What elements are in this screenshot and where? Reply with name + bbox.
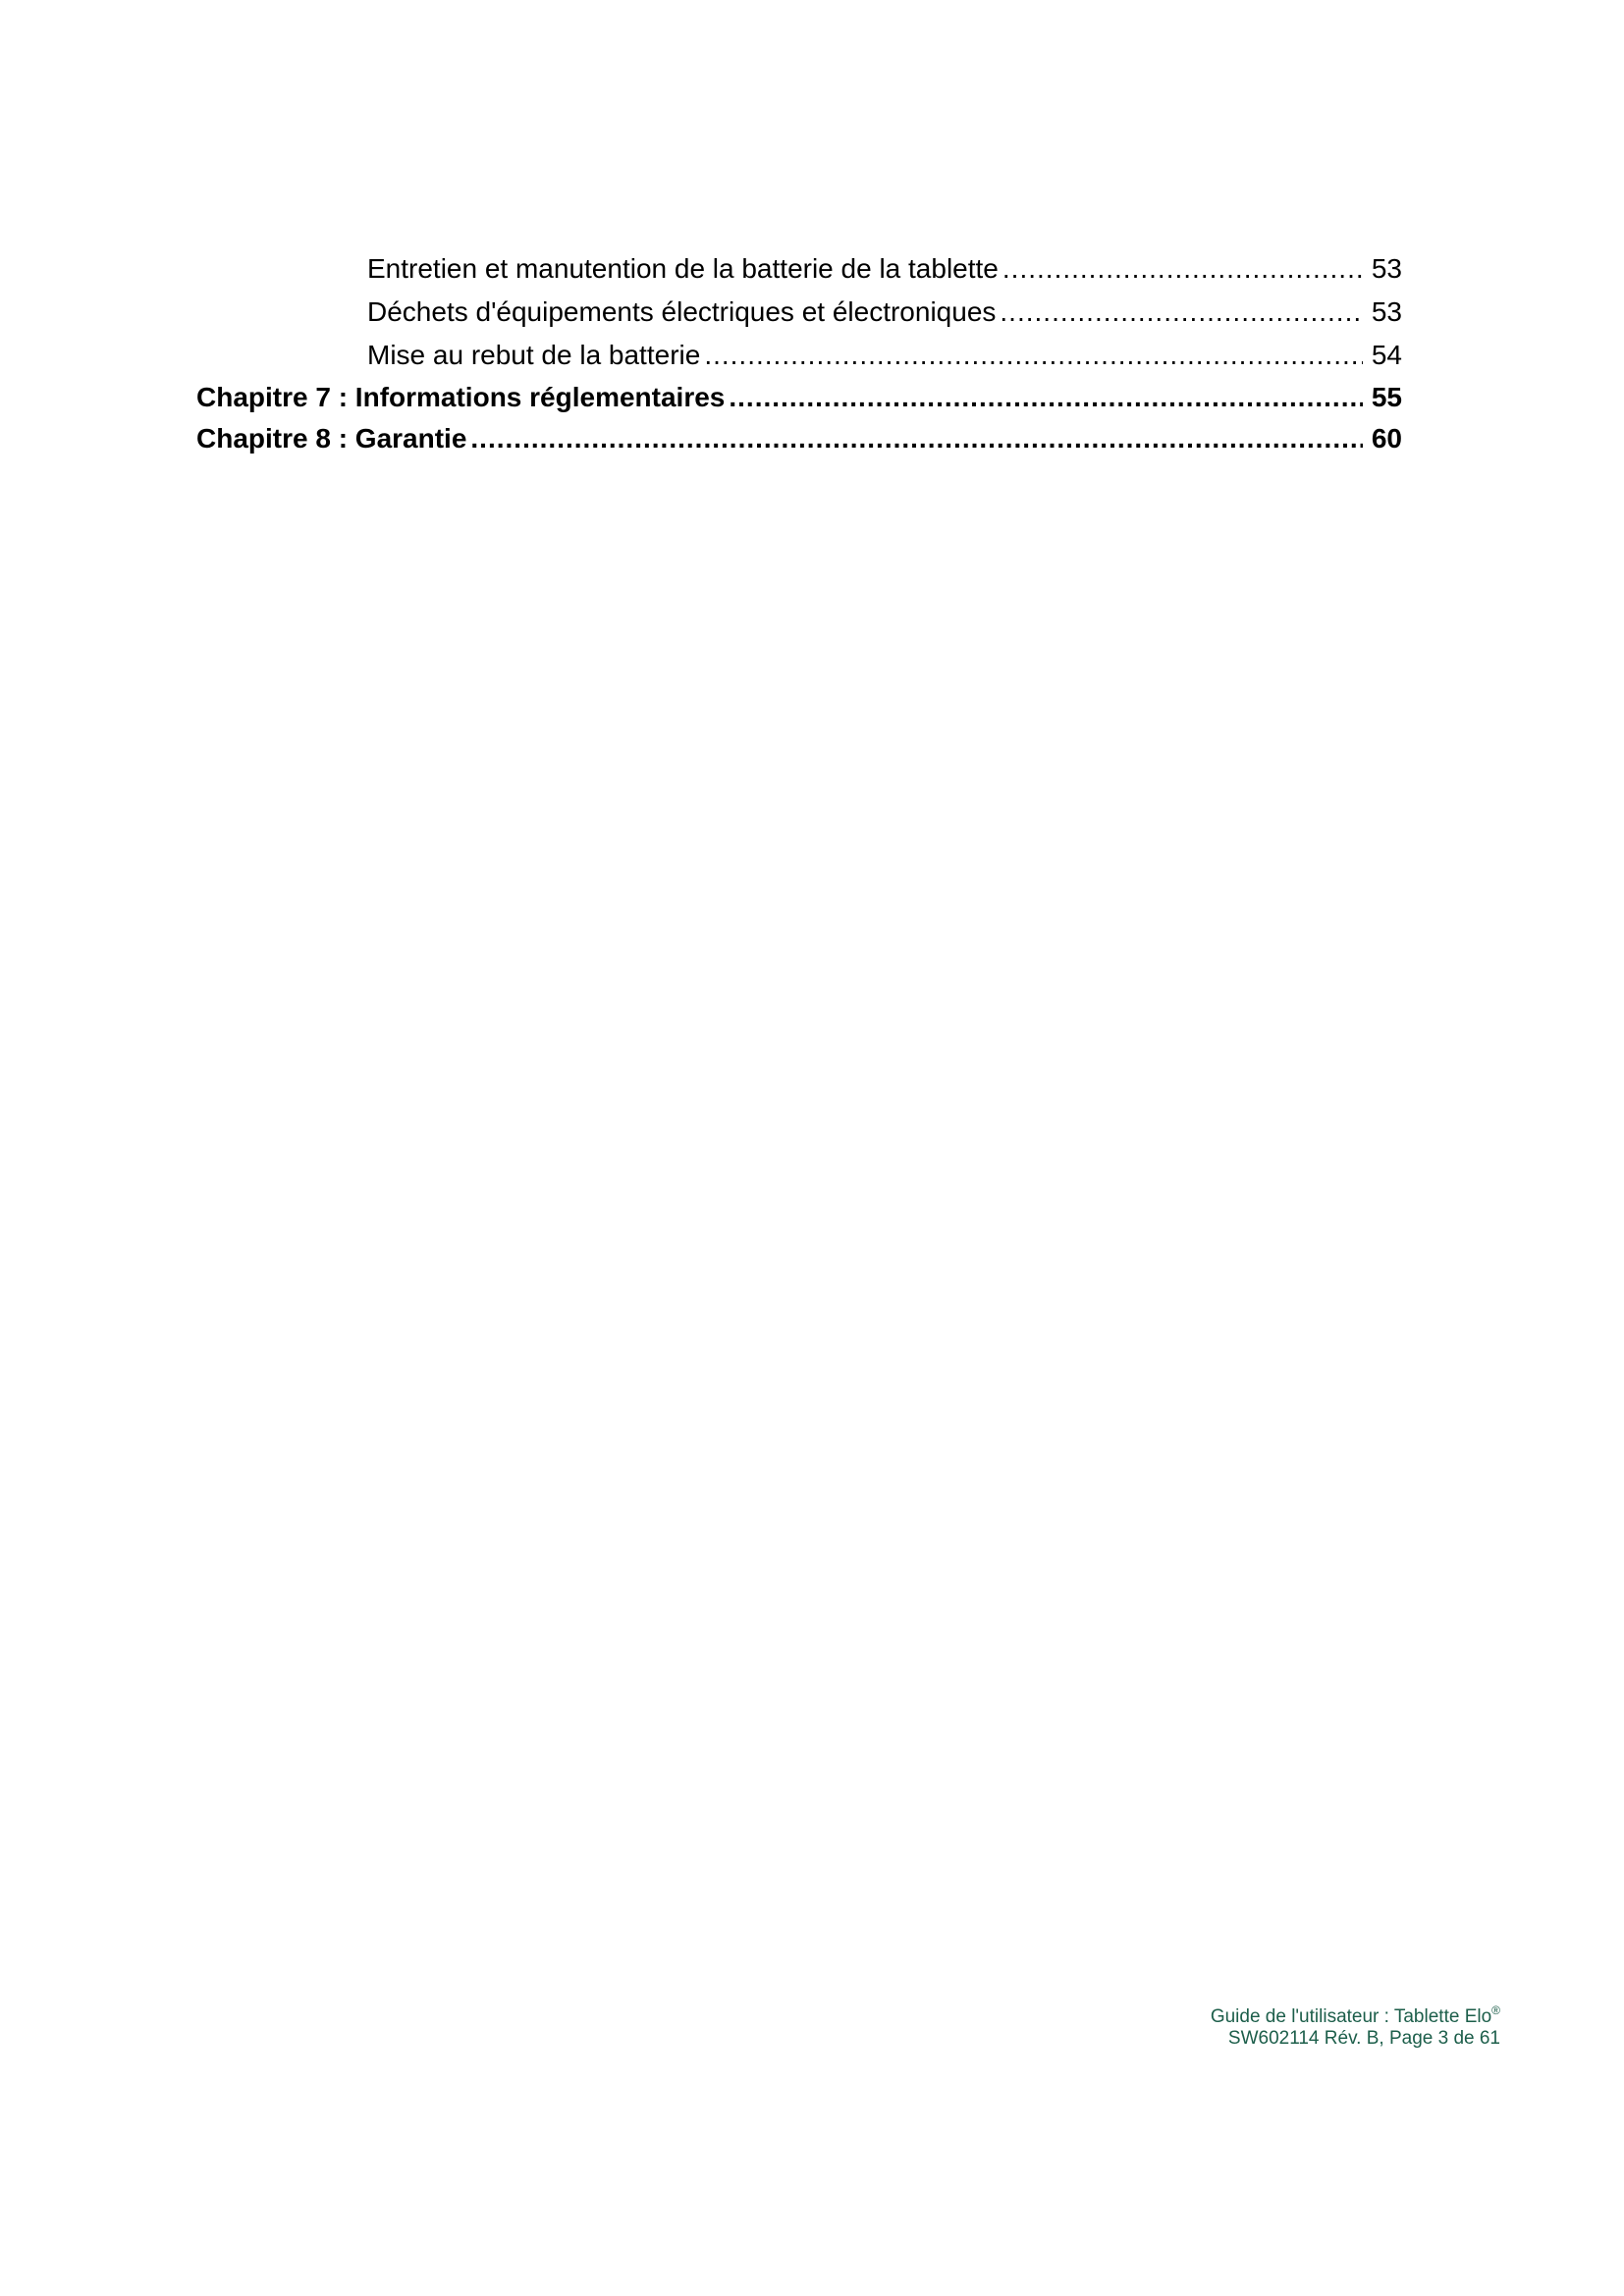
toc-entry-page: 54 xyxy=(1371,340,1402,370)
toc-entry[interactable] xyxy=(196,291,1402,334)
toc-entry-title: Chapitre 7 : Informations réglementaires xyxy=(196,382,726,412)
toc-entry[interactable] xyxy=(196,334,1402,377)
registered-mark: ® xyxy=(1491,2003,1500,2017)
toc-entry[interactable] xyxy=(196,247,1402,291)
footer-guide-title-text: Guide de l'utilisateur : Tablette Elo xyxy=(1210,2006,1492,2027)
toc-entry-page: 55 xyxy=(1371,382,1402,412)
table-of-contents xyxy=(196,247,1402,459)
toc-entry-title: Déchets d'équipements électriques et électroniques xyxy=(367,296,997,327)
toc-entry-page: 53 xyxy=(1371,296,1402,327)
toc-chapter-entry[interactable] xyxy=(196,418,1402,459)
page-footer xyxy=(1210,2003,1500,2050)
toc-chapter-entry[interactable] xyxy=(196,377,1402,418)
footer-guide-title xyxy=(1210,2003,1500,2028)
toc-entry-title: Chapitre 8 : Garantie xyxy=(196,423,467,454)
toc-dot-leader xyxy=(470,418,1363,459)
toc-dot-leader xyxy=(704,334,1363,377)
toc-entry-title: Entretien et manutention de la batterie de la tablette xyxy=(367,253,999,284)
toc-entry-title: Mise au rebut de la batterie xyxy=(367,340,701,370)
footer-page-info: SW602114 Rév. B, Page 3 de 61 xyxy=(1227,2028,1500,2049)
toc-entry-page: 53 xyxy=(1371,253,1402,284)
toc-dot-leader xyxy=(1000,291,1363,334)
toc-dot-leader xyxy=(1002,247,1363,291)
toc-dot-leader xyxy=(729,377,1363,418)
toc-entry-page: 60 xyxy=(1371,423,1402,454)
